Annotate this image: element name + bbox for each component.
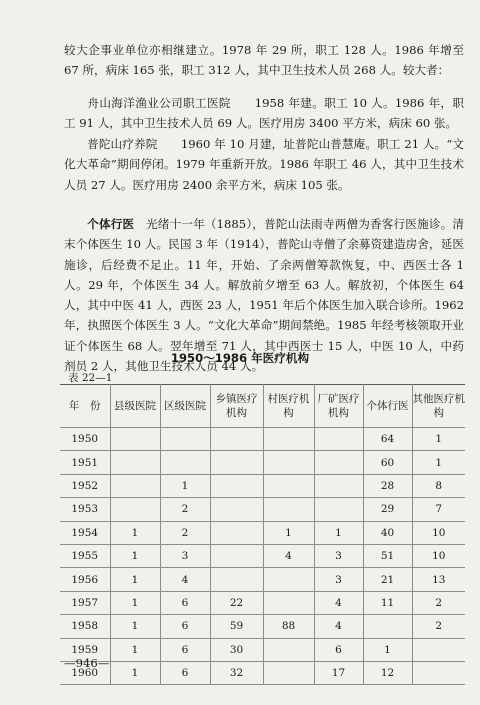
table-cell — [160, 451, 210, 474]
medical-institutions-table — [60, 384, 465, 685]
table-cell-year: 1952 — [60, 474, 110, 497]
body-paragraph-2 — [64, 93, 464, 134]
table-cell-year: 1954 — [60, 521, 110, 544]
table-row — [60, 521, 465, 544]
table-cell — [314, 428, 363, 451]
table-cell: 2 — [160, 498, 210, 521]
table-cell — [263, 591, 314, 614]
table-cell: 11 — [363, 591, 412, 614]
col-header-district-hospital: 区级医院 — [160, 385, 210, 428]
table-cell: 32 — [210, 661, 263, 684]
col-header-other-institutions: 其他医疗机构 — [412, 385, 465, 428]
table-cell: 13 — [412, 568, 465, 591]
table-row — [60, 638, 465, 661]
table-cell — [263, 661, 314, 684]
table-row — [60, 591, 465, 614]
table-row — [60, 568, 465, 591]
table-cell: 1 — [110, 591, 160, 614]
table-cell: 6 — [160, 638, 210, 661]
table-cell: 6 — [160, 615, 210, 638]
table-cell — [210, 544, 263, 567]
table-cell: 40 — [363, 521, 412, 544]
table-cell: 1 — [110, 615, 160, 638]
table-cell: 4 — [263, 544, 314, 567]
table-cell: 6 — [314, 638, 363, 661]
table-cell-year: 1950 — [60, 428, 110, 451]
table-cell — [263, 474, 314, 497]
table-cell: 10 — [412, 544, 465, 567]
table-cell: 1 — [110, 568, 160, 591]
table-cell-year: 1951 — [60, 451, 110, 474]
table-cell — [210, 568, 263, 591]
col-header-township-institutions: 乡镇医疗机构 — [210, 385, 263, 428]
table-cell — [263, 451, 314, 474]
table-cell-year: 1953 — [60, 498, 110, 521]
table-cell: 21 — [363, 568, 412, 591]
table-cell — [363, 615, 412, 638]
table-cell-year: 1957 — [60, 591, 110, 614]
table-cell-year: 1956 — [60, 568, 110, 591]
col-header-village-institutions: 村医疗机 构 — [263, 385, 314, 428]
table-cell: 6 — [160, 661, 210, 684]
table-cell: 2 — [412, 615, 465, 638]
table-cell — [110, 428, 160, 451]
table-cell — [110, 498, 160, 521]
table-cell: 59 — [210, 615, 263, 638]
table-cell: 1 — [160, 474, 210, 497]
table-cell: 8 — [412, 474, 465, 497]
table-cell — [210, 498, 263, 521]
paragraph-1-text: 较大企事业单位亦相继建立。1978 年 29 所，职工 128 人。1986 年增至 67 所，病床 165 张，职工 312 人，其中卫生技术人员 268 人。较大者： — [64, 43, 464, 78]
paragraph-3-text: 普陀山疗养院 1960 年 10 月建，址普陀山普慧庵。职工 21 人。“文化大革命”期间停闭。1979 年重新开放。1986 年职工 46 人，其中卫生技术人员 27 人。医疗用房 2400 余平方米，病床 105 张。 — [64, 137, 464, 192]
section-heading: 个体行医 — [87, 217, 135, 231]
table-row — [60, 498, 465, 521]
table-cell — [314, 498, 363, 521]
table-cell — [210, 474, 263, 497]
table-cell: 1 — [314, 521, 363, 544]
table-cell: 64 — [363, 428, 412, 451]
table-cell: 1 — [263, 521, 314, 544]
table-cell — [412, 638, 465, 661]
table-cell — [110, 474, 160, 497]
table-cell — [314, 474, 363, 497]
table-cell: 60 — [363, 451, 412, 474]
table-cell-year: 1955 — [60, 544, 110, 567]
col-header-year: 年 份 — [60, 385, 110, 428]
section-text: 光绪十一年（1885），普陀山法雨寺两僧为香客行医施诊。清末个体医生 10 人。民国 3 年（1914），普陀山寺僧了余募资建造房舍，延医施诊，后经费不足止。11 年，开始、了余两僧筹款恢复，中、西医士各 1 人。29 年，个体医生 34 人。解放前夕增至 63 人。解放初，个体医生 64 人，其中中医 41 人，西医 23 人，1951 年后个体医生加入联合诊所。1962 年，执照医个体医生 3 人。“文化大革命”期间禁绝。1985 年经考核领取开业证个体医生 68 人。翌年增至 71 人，其中西医士 15 人，中医 10 人，中药剂员 2 人，其他卫生技术人员 44 人。 — [64, 217, 464, 374]
table-cell-year: 1958 — [60, 615, 110, 638]
table-row — [60, 428, 465, 451]
table-cell: 29 — [363, 498, 412, 521]
table-cell: 3 — [314, 568, 363, 591]
table-row — [60, 615, 465, 638]
body-paragraph-1 — [64, 40, 464, 81]
table-cell: 2 — [160, 521, 210, 544]
table-cell: 2 — [412, 591, 465, 614]
table-cell — [210, 451, 263, 474]
table-cell — [263, 498, 314, 521]
table-cell: 1 — [110, 544, 160, 567]
table-cell — [110, 451, 160, 474]
table-cell: 7 — [412, 498, 465, 521]
table-cell — [263, 428, 314, 451]
table-cell — [210, 428, 263, 451]
table-row — [60, 451, 465, 474]
table-cell: 6 — [160, 591, 210, 614]
table-cell: 12 — [363, 661, 412, 684]
table-cell — [314, 451, 363, 474]
table-title: 1950～1986 年医疗机构 — [170, 351, 310, 365]
table-cell: 22 — [210, 591, 263, 614]
table-cell: 30 — [210, 638, 263, 661]
table-row — [60, 474, 465, 497]
table-cell: 51 — [363, 544, 412, 567]
table-cell — [412, 661, 465, 684]
table-cell: 17 — [314, 661, 363, 684]
table-cell: 1 — [110, 661, 160, 684]
table-cell: 28 — [363, 474, 412, 497]
table-cell-year: 1959 — [60, 638, 110, 661]
table-cell: 1 — [110, 638, 160, 661]
table-header-row — [60, 385, 465, 428]
table-cell: 4 — [314, 591, 363, 614]
table-cell: 3 — [314, 544, 363, 567]
page-number: —946— — [64, 656, 110, 670]
table-cell: 3 — [160, 544, 210, 567]
table-cell — [210, 521, 263, 544]
table-cell — [263, 638, 314, 661]
table-cell: 1 — [110, 521, 160, 544]
col-header-individual-practice: 个体行医 — [363, 385, 412, 428]
body-paragraph-3 — [64, 134, 464, 195]
table-cell: 1 — [412, 451, 465, 474]
col-header-factory-institutions: 厂矿医疗机构 — [314, 385, 363, 428]
table-cell — [263, 568, 314, 591]
table-cell: 4 — [314, 615, 363, 638]
col-header-county-hospital: 县级医院 — [110, 385, 160, 428]
table-cell — [160, 428, 210, 451]
table-number: 表 22—1 — [68, 372, 113, 384]
paragraph-2-text: 舟山海洋渔业公司职工医院 1958 年建。职工 10 人。1986 年，职工 91 人，其中卫生技术人员 69 人。医疗用房 3400 平方米，病床 60 张。 — [64, 96, 464, 131]
table-cell: 10 — [412, 521, 465, 544]
table-row — [60, 544, 465, 567]
table-cell-year: 1960 — [60, 661, 110, 684]
table-cell: 4 — [160, 568, 210, 591]
table-cell: 1 — [363, 638, 412, 661]
table-cell: 88 — [263, 615, 314, 638]
table-row — [60, 661, 465, 684]
table-cell: 1 — [412, 428, 465, 451]
